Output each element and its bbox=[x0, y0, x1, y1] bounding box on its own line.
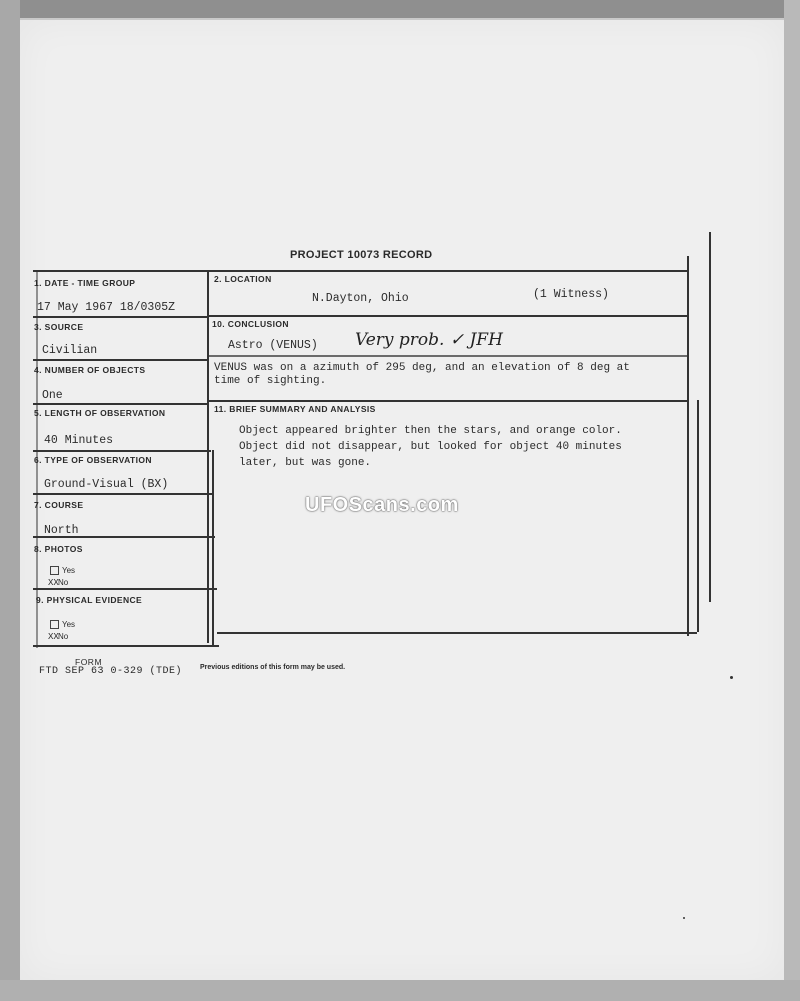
source-value: Civilian bbox=[42, 344, 98, 357]
summary-line-2: Object did not disappear, but looked for object 40 minutes bbox=[239, 441, 622, 453]
form-right-border bbox=[687, 256, 689, 636]
witness-count: (1 Witness) bbox=[533, 288, 609, 301]
conclusion-label: 10. CONCLUSION bbox=[212, 319, 289, 329]
physical-no-text: No bbox=[58, 632, 69, 641]
row-line-5 bbox=[33, 493, 213, 495]
photos-no-option bbox=[48, 578, 68, 587]
scan-border-left bbox=[0, 0, 20, 1001]
physical-no-checkmark-icon: XX bbox=[48, 631, 59, 642]
watermark: UFOScans.com bbox=[305, 494, 459, 516]
form-title: PROJECT 10073 RECORD bbox=[290, 249, 433, 261]
photos-no-text: No bbox=[58, 578, 69, 587]
photos-yes-text: Yes bbox=[62, 566, 76, 575]
summary-right-border bbox=[697, 400, 699, 632]
conclusion-note-line-2: time of sighting. bbox=[214, 375, 327, 387]
summary-label: 11. BRIEF SUMMARY AND ANALYSIS bbox=[214, 404, 376, 414]
physical-yes-checkbox bbox=[50, 620, 59, 629]
row-line-1 bbox=[33, 316, 208, 318]
length-of-observation-label: 5. LENGTH OF OBSERVATION bbox=[34, 408, 166, 418]
row-line-2 bbox=[33, 359, 208, 361]
physical-evidence-label: 9. PHYSICAL EVIDENCE bbox=[36, 595, 143, 605]
row-line-4 bbox=[33, 450, 211, 452]
photos-no-checkmark-icon: XX bbox=[48, 577, 59, 588]
column-divider-lower bbox=[212, 450, 214, 645]
course-label: 7. COURSE bbox=[34, 500, 84, 510]
row-line-3 bbox=[33, 403, 208, 405]
type-of-observation-label: 6. TYPE OF OBSERVATION bbox=[34, 455, 152, 465]
physical-yes-option bbox=[50, 620, 75, 629]
scan-border-top bbox=[0, 0, 800, 18]
physical-no-option bbox=[48, 632, 68, 641]
scan-border-bottom bbox=[0, 980, 800, 1001]
source-label: 3. SOURCE bbox=[34, 322, 84, 332]
photos-label: 8. PHOTOS bbox=[34, 544, 83, 554]
type-of-observation-value: Ground-Visual (BX) bbox=[44, 478, 169, 491]
footer-form-word: FORM bbox=[75, 657, 103, 667]
scan-speck bbox=[683, 917, 685, 919]
number-of-objects-value: One bbox=[42, 389, 63, 402]
summary-line-3: later, but was gone. bbox=[239, 457, 372, 469]
scan-speck bbox=[730, 676, 733, 679]
scan-border-right bbox=[784, 0, 800, 1001]
form-top-border bbox=[33, 270, 688, 272]
length-of-observation-value: 40 Minutes bbox=[44, 434, 114, 447]
summary-bottom-line bbox=[217, 632, 697, 634]
margin-line bbox=[709, 232, 711, 602]
footer-form-code: FTD SEP 63 0-329 (TDE) bbox=[39, 666, 183, 677]
location-bottom-line bbox=[207, 315, 688, 317]
conclusion-bottom-line bbox=[207, 400, 688, 402]
location-value: N.Dayton, Ohio bbox=[312, 292, 409, 305]
footer-note: Previous editions of this form may be used. bbox=[200, 664, 346, 671]
conclusion-note-line-1: VENUS was on a azimuth of 295 deg, and an elevation of 8 deg at bbox=[214, 362, 630, 374]
photos-yes-option bbox=[50, 566, 75, 575]
handwritten-annotation: Very prob. ✓ JFH bbox=[355, 330, 503, 350]
summary-line-1: Object appeared brighter then the stars, and orange color. bbox=[239, 425, 622, 437]
date-time-value: 17 May 1967 18/0305Z bbox=[37, 301, 176, 314]
conclusion-inner-line bbox=[207, 355, 688, 357]
location-label: 2. LOCATION bbox=[214, 274, 272, 284]
course-value: North bbox=[44, 524, 79, 537]
date-time-label: 1. DATE - TIME GROUP bbox=[34, 278, 136, 288]
conclusion-value: Astro (VENUS) bbox=[228, 339, 318, 352]
row-line-7 bbox=[33, 588, 217, 590]
physical-yes-text: Yes bbox=[62, 620, 76, 629]
photos-yes-checkbox bbox=[50, 566, 59, 575]
number-of-objects-label: 4. NUMBER OF OBJECTS bbox=[34, 365, 146, 375]
row-line-8 bbox=[33, 645, 219, 647]
